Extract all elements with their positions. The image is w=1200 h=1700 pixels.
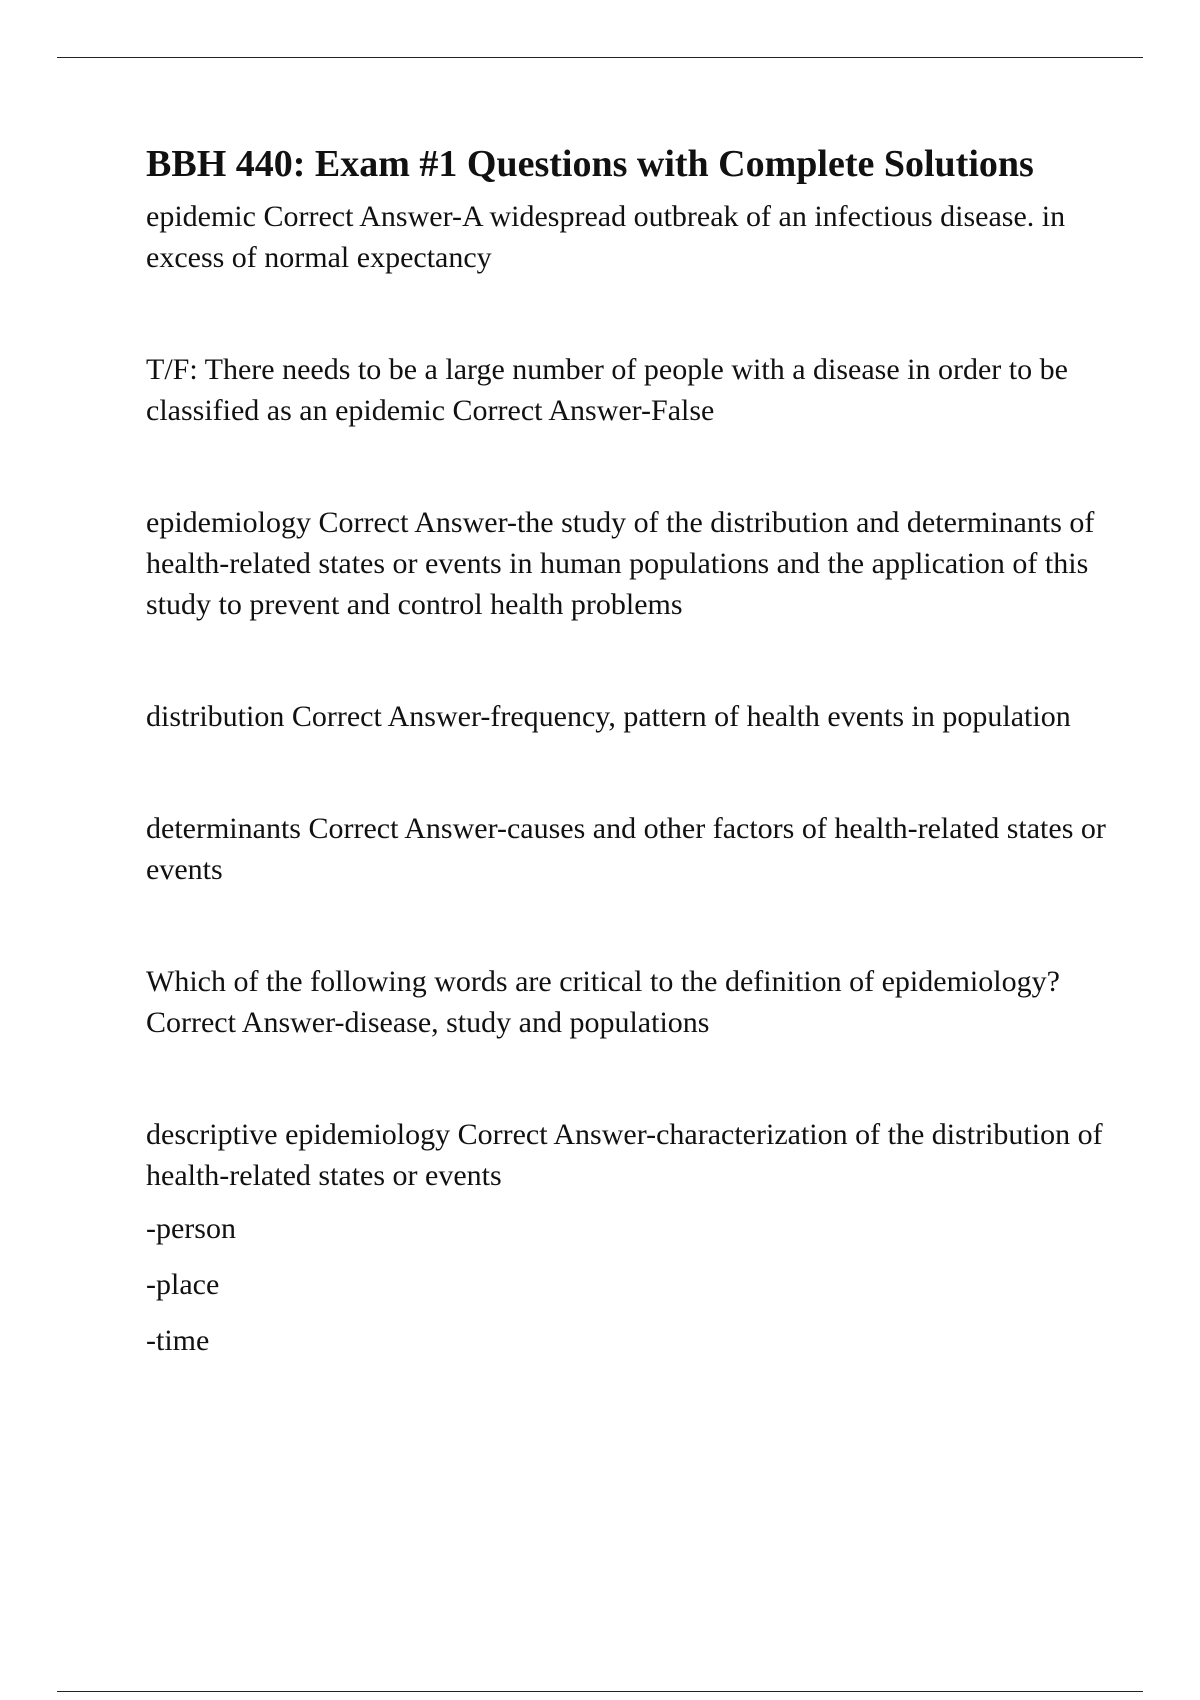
list-item-person: -person xyxy=(146,1212,236,1245)
page-title: BBH 440: Exam #1 Questions with Complete Solutions xyxy=(146,143,1034,185)
top-divider xyxy=(57,57,1143,58)
qa-entry-descriptive-epidemiology: descriptive epidemiology Correct Answer-characterization of the distribution of health-related states or events xyxy=(146,1118,1103,1192)
qa-entry-determinants: determinants Correct Answer-causes and other factors of health-related states or events xyxy=(146,812,1106,886)
qa-entry-critical-words: Which of the following words are critical to the definition of epidemiology? Correct Answer-disease, study and populations xyxy=(146,965,1060,1039)
qa-entry-true-false: T/F: There needs to be a large number of people with a disease in order to be classified as an epidemic Correct Answer-False xyxy=(146,353,1068,427)
bottom-divider xyxy=(57,1691,1143,1692)
qa-entry-epidemic: epidemic Correct Answer-A widespread outbreak of an infectious disease. in excess of normal expectancy xyxy=(146,200,1066,274)
qa-entry-epidemiology: epidemiology Correct Answer-the study of the distribution and determinants of health-related states or events in human populations and the application of this study to prevent and control health problems xyxy=(146,506,1095,621)
list-item-place: -place xyxy=(146,1268,220,1301)
list-item-time: -time xyxy=(146,1324,210,1357)
document-body xyxy=(146,140,1106,1361)
qa-entry-distribution: distribution Correct Answer-frequency, pattern of health events in population xyxy=(146,700,1071,733)
